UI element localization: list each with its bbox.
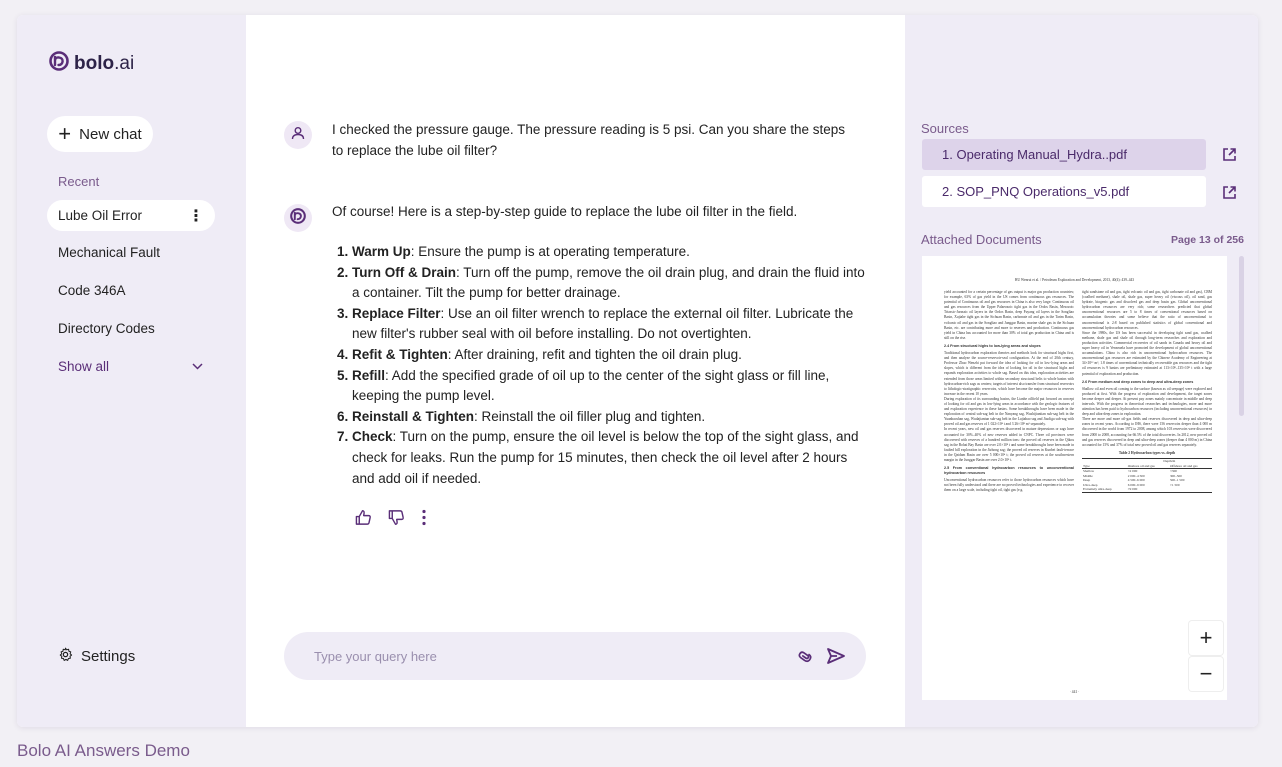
document-column-left: yield accounted for a certain percentage of gas output is major gas production countries; for example, 63% of gas yield in the US comes from continuous gas resources. The potential of Continuous oil and gas resources in China is also very large. Continuous oil and gas resources from the Upper Palaeozoic tight gas in the Ordos Basin, Mesozoic Triassic-Jurassic oil layers in the Ordos Basin, deep Fuyang oil layers in the Songliao Basin, Xujiahe tight gas in the Sichuan Basin, carbonate oil and gas in the Tarim Basin, volcanic oil and gas in the Songliao and Junggar Basin, marine shale gas in the Sichuan Basin, etc. are contributing more and more to reserves and production. Continuous gas yield in China has accounted for more than 30% of total gas production in China and is still on the rise. 2.4 From structural highs to low-lying areas and slopes Traditional hydrocarbon exploration theories and methods look for structural highs first, and then analyze the source-reservoir-seal configuration. At the end of 20th century, Professor Zhao Wenzhi put forward the idea of looking for oil in low-lying areas and slopes, which is different from the idea of looking for oil in the structural highs and expands exploration activities to whole sag. Based on this idea, exploration activities are extended from those areas limited within secondary structural belts to whole basins with hydrocarbon-rich sags as centers; targets of interest also transfer from structural reservoirs to lithologic-stratigraphic reservoirs, which have become the major resources in reserves increase in the recent 10 years. During exploration of its surrounding basins, the Lianhe oilfield put forward an concept of looking for oil and gas in low-lying areas in accordance with the geologic features of and exploration experience in these basins. Some breakthroughs have been made in the exploration of central sub-sag belt in the Nanyang sag, Wushijiantian sub-sag belt in the Yuanbaoshan sag, Wudajiantun sub-sag belt in the Lujiabao sag and Jiaoliga sub-sag with proved oil and gas reserves of 1 022×10⁴ t and 3 26×10⁸ m³ separately. In recent years, new oil and gas reserves discovered in mature depressions or sags have accounted for 30%–40% of new reserves added in CNPC. Three oil provinces were discovered with reserves of a hundred million tons: the proved oil reserves in the Qikou sag in the Bohai Bay Basin are over 2.0×10⁸ t and some breakthroughs have been made in faulted hill exploration in the Jizhong sag; the proved oil reserves in Kunbei fault-terrace in the Qaidam Basin are over 5 000×10⁴ t; the proved oil reserves at the southwestern margin in the Junggar Basin are over 2.0×10⁸ t. 2.5 From conventional hydrocarbon resources to unconventional hydrocarbon resources Unconventional hydrocarbon resources refer to those hydrocarbon resources which have not been fully understood and there are no proved technologies and experience to recover them on a large scale, including tight oil, tight gas (e.g. — [944, 290, 1074, 493]
send-icon[interactable] — [826, 647, 846, 665]
user-message: I checked the pressure gauge. The pressure reading is 5 psi. Can you share the steps to replace the lube oil filter? — [332, 122, 846, 158]
user-icon — [291, 126, 305, 145]
document-footer: · 441 · — [1069, 690, 1080, 694]
caption: Bolo AI Answers Demo — [17, 741, 190, 760]
sources-label: Sources — [921, 121, 969, 136]
source-label: 1. Operating Manual_Hydra..pdf — [942, 147, 1127, 162]
settings-button[interactable] — [58, 647, 135, 666]
document-column-right: tight sandstone oil and gas, tight volcanic oil and gas, tight carbonate oil and gas), CBM (coalbed methane), shale oil, shale gas, super heavy oil (viscous oil), oil sand, gas hydrate, biogenic gas and dissolved gas and deep basin gas. Global unconventional hydrocarbon resources are very rich; some researchers predicted that global unconventional resources are 5 to 8 times of conventional resources based on accumulation theories and some believe that the ratio of unconventional to unconventional is 2:8 based on published statistics of global conventional and unconventional hydrocarbon resources. Since the 1980s, the US has been successful in developing tight sand gas, coalbed methane, shale gas and shale oil through long-term researches and exploration and production activities. Commercial recoveries of oil sands in Canada and heavy oil and super heavy oil in Venezuela have promoted the development of global unconventional accumulations. China is also rich in unconventional hydrocarbon resources. The unconventional gas resources are estimated by the Chinese Academy of Engineering at 34×10¹² m³, 1.8 times of conventional technically recoverable gas resources and the tight oil resources is 9 basins are preliminary estimated at 113×10⁸–135×10⁸ t with a large potential of exploration and production. 2.6 From medium and deep zones to deep and ultra-deep zones Shallow oil and even oil coming to the surface (known as oil seepage) were explored and produced at first. With the progress of exploration and development, the target zones become deeper and deeper. At present pay zones mainly concentrate in middle and deep intervals. With the progress in theoretical researches and technologies, more and more attention has been paid to hydrocarbon resources (including unconventional resources) in deep and ultra-deep zones in exploration. There are more and more oil-gas fields and reserves discovered in deep and ultra-deep zones in recent years. According to IHS, there were 156 reservoirs deeper than 4 000 m discovered in the world from 1972 to 2008, among which 103 reservoirs were discovered from 2000 to 2008, accounting for 66.5% of the total discoveries. In 2012, new proved oil and gas reserves discovered in deep and ultra-deep zones (deeper than 4 000 m) in China accounted for 15% and 37% of total new proved oil and gas reserves separately. Table 2 Hydrocarbon types vs. depth Depth/m Type Onshore oil and gas Offshore oil and gas Shallow <2 000 <300 Middle 2 000–4 500 300–500 Deep 4 500–6 000 500–1 500 Ultra-deep 6 000–9 000 >1 500 Extremely ultra-deep >9 000 — [1082, 290, 1212, 492]
thumbs-down-icon[interactable] — [388, 509, 405, 526]
more-options-icon[interactable] — [421, 509, 427, 526]
sidebar-item-mechanical-fault[interactable] — [47, 237, 215, 268]
sidebar-item-label: Mechanical Fault — [58, 245, 161, 260]
list-item: 6. Reinstall & Tighten: Reinstall the oil filler plug and tighten. — [337, 408, 706, 424]
new-chat-label: New chat — [79, 125, 142, 143]
show-all-button[interactable] — [47, 351, 215, 382]
external-link-icon[interactable] — [1222, 147, 1237, 162]
query-input[interactable] — [314, 649, 784, 664]
sidebar-item-label: Directory Codes — [58, 321, 155, 336]
page-indicator: Page 13 of 256 — [1171, 234, 1244, 246]
attach-icon[interactable] — [796, 647, 814, 665]
show-all-label: Show all — [58, 359, 110, 374]
user-avatar — [284, 121, 312, 149]
logo-suffix: .ai — [114, 53, 135, 74]
bolo-logo-icon — [290, 208, 306, 229]
list-item: 7. Check: Turn on the pump, ensure the oil level is below the top of the sight glass, and check for leaks. Run the pump for 15 minutes, then check the oil level after 2 hours and add oil if needed. — [337, 429, 859, 486]
sidebar-item-label: Code 346A — [58, 283, 126, 298]
feedback-bar — [355, 509, 427, 526]
sidebar-item-directory-codes[interactable] — [47, 313, 215, 344]
attached-documents-label: Attached Documents — [921, 232, 1042, 247]
new-chat-button[interactable] — [47, 116, 153, 152]
settings-label: Settings — [81, 648, 136, 665]
more-options-icon[interactable]: ⋮ — [188, 207, 203, 225]
document-table: Depth/m Type Onshore oil and gas Offshore oil and gas Shallow <2 000 <300 Middle 2 000–4 500 300–500 Deep 4 500–6 000 500–1 500 Ultra-deep 6 000–9 000 >1 500 Extremely ultra-deep >9 000 — [1082, 458, 1212, 493]
external-link-icon[interactable] — [1222, 185, 1237, 200]
steps-list — [337, 242, 867, 489]
list-item: 5. Refill: Add the specified grade of oil up to the center of the sight glass or fill line, keeping the pump level. — [337, 367, 830, 404]
sidebar — [17, 15, 246, 727]
document-header: HU Wenrui et al. / Petroleum Exploration and Development, 2013, 40(4): 439–443 — [1014, 278, 1135, 282]
list-item: 2. Turn Off & Drain: Turn off the pump, remove the oil drain plug, and drain the fluid into a container. Tilt the pump for better drainage. — [337, 264, 865, 301]
app-window — [17, 15, 1258, 727]
logo-brand: bolo — [74, 53, 115, 74]
source-item-2[interactable] — [922, 176, 1206, 207]
chevron-down-icon — [192, 361, 203, 373]
composer — [284, 632, 866, 680]
list-item: 4. Refit & Tighten: After draining, refit and tighten the oil drain plug. — [337, 346, 742, 362]
list-item: 3. Replace Filter: Use an oil filter wrench to replace the external oil filter. Lubricate the new filter's rubber seal with oil before installing. Do not overtighten. — [337, 305, 854, 342]
source-label: 2. SOP_PNQ Operations_v5.pdf — [942, 184, 1130, 199]
zoom-in-button[interactable]: + — [1189, 621, 1223, 655]
plus-icon: + — [58, 121, 72, 146]
chat-panel — [246, 15, 905, 727]
thumbs-up-icon[interactable] — [355, 509, 372, 526]
list-item: 1. Warm Up: Ensure the pump is at operating temperature. — [337, 244, 690, 259]
scrollbar[interactable] — [1239, 256, 1244, 416]
assistant-avatar — [284, 204, 312, 232]
zoom-out-button[interactable]: − — [1189, 657, 1223, 691]
sidebar-item-label: Lube Oil Error — [58, 208, 143, 223]
assistant-intro: Of course! Here is a step-by-step guide to replace the lube oil filter in the field. — [332, 204, 798, 219]
recent-label: Recent — [58, 174, 100, 189]
source-item-1[interactable] — [922, 139, 1206, 170]
bolo-logo-icon — [49, 51, 69, 77]
sidebar-item-lube-oil-error[interactable] — [47, 200, 215, 231]
logo[interactable] — [49, 51, 134, 77]
document-preview[interactable] — [922, 256, 1227, 700]
sources-panel — [905, 15, 1258, 727]
sidebar-item-code-346a[interactable] — [47, 275, 215, 306]
gear-icon — [58, 647, 73, 666]
